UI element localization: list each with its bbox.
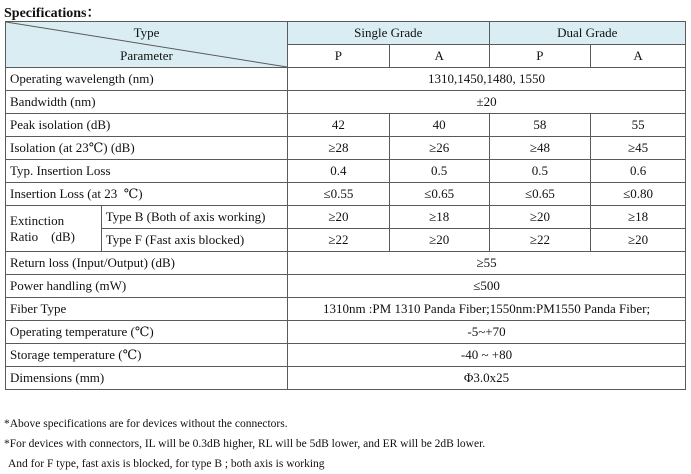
- cell-value: 42: [288, 114, 390, 137]
- row-label: Typ. Insertion Loss: [6, 160, 288, 183]
- type-parameter-header: [6, 22, 288, 68]
- cell-value: 0.4: [288, 160, 390, 183]
- cell-value: 40: [389, 114, 489, 137]
- header-row: [6, 22, 686, 45]
- cell-value: ≥20: [288, 206, 390, 229]
- cell-value: ≤0.65: [389, 183, 489, 206]
- table-row: [6, 275, 686, 298]
- table-row: [6, 91, 686, 114]
- row-label: Dimensions (mm): [6, 367, 288, 390]
- table-row: [6, 68, 686, 91]
- extinction-label-line1: Extinction: [10, 212, 65, 228]
- cell-value: ≥26: [389, 137, 489, 160]
- table-row: [6, 183, 686, 206]
- cell-value: 0.5: [489, 160, 591, 183]
- table-row: [6, 137, 686, 160]
- table-row: [6, 321, 686, 344]
- cell-value: ≤0.65: [489, 183, 591, 206]
- parameter-label: Parameter: [120, 48, 173, 63]
- footnotes: [4, 414, 485, 474]
- row-value: Φ3.0x25: [288, 367, 686, 390]
- row-label: Power handling (mW): [6, 275, 288, 298]
- row-label: Operating wavelength (nm): [6, 68, 288, 91]
- cell-value: 58: [489, 114, 591, 137]
- cell-value: ≥18: [389, 206, 489, 229]
- cell-value: ≤0.80: [591, 183, 686, 206]
- cell-value: ≥48: [489, 137, 591, 160]
- row-value: ≤500: [288, 275, 686, 298]
- subheader-single-p: P: [288, 45, 390, 68]
- subheader-dual-a: A: [591, 45, 686, 68]
- cell-value: 0.5: [389, 160, 489, 183]
- cell-value: ≥18: [591, 206, 686, 229]
- type-b-label: Type B (Both of axis working): [101, 206, 287, 229]
- footnote: *For devices with connectors, IL will be 0.3dB higher, RL will be 5dB lower, and ER will be 2dB lower.: [4, 438, 486, 450]
- cell-value: ≥22: [288, 229, 390, 252]
- dual-grade-header: Dual Grade: [489, 22, 685, 45]
- specifications-table: [5, 21, 686, 390]
- cell-value: ≥20: [489, 206, 591, 229]
- table-row: [6, 344, 686, 367]
- cell-value: ≥20: [389, 229, 489, 252]
- subheader-single-a: A: [389, 45, 489, 68]
- cell-value: 0.6: [591, 160, 686, 183]
- row-label: Isolation (at 23℃) (dB): [6, 137, 288, 160]
- single-grade-header: Single Grade: [288, 22, 489, 45]
- row-value: -5~+70: [288, 321, 686, 344]
- row-label: Bandwidth (nm): [6, 91, 288, 114]
- cell-value: ≥45: [591, 137, 686, 160]
- type-label: Type: [133, 25, 160, 40]
- type-f-label: Type F (Fast axis blocked): [101, 229, 287, 252]
- row-label: Peak isolation (dB): [6, 114, 288, 137]
- table-row: [6, 114, 686, 137]
- table-row: [6, 160, 686, 183]
- row-label: Fiber Type: [6, 298, 288, 321]
- extinction-label-line2: Ratio (dB): [10, 228, 75, 244]
- row-value: -40 ~ +80: [288, 344, 686, 367]
- table-row: [6, 252, 686, 275]
- footnote: *Above specifications are for devices without the connectors.: [4, 418, 288, 430]
- cell-value: ≥28: [288, 137, 390, 160]
- cell-value: 55: [591, 114, 686, 137]
- row-value: 1310,1450,1480, 1550: [288, 68, 686, 91]
- cell-value: ≥20: [591, 229, 686, 252]
- table-row: [6, 298, 686, 321]
- table-row: [6, 229, 686, 252]
- table-row: [6, 367, 686, 390]
- footnote: And for F type, fast axis is blocked, for type B ; both axis is working: [8, 458, 325, 470]
- cell-value: ≥22: [489, 229, 591, 252]
- table-row: [6, 206, 686, 229]
- row-label: Storage temperature (℃): [6, 344, 288, 367]
- row-value: 1310nm :PM 1310 Panda Fiber;1550nm:PM1550 Panda Fiber;: [288, 298, 686, 321]
- row-value: ±20: [288, 91, 686, 114]
- row-value: ≥55: [288, 252, 686, 275]
- row-label: Insertion Loss (at 23 ℃): [6, 183, 288, 206]
- cell-value: ≤0.55: [288, 183, 390, 206]
- row-label: Operating temperature (℃): [6, 321, 288, 344]
- section-heading: Specifications：: [4, 6, 101, 21]
- subheader-dual-p: P: [489, 45, 591, 68]
- extinction-ratio-label: [6, 206, 102, 252]
- row-label: Return loss (Input/Output) (dB): [6, 252, 288, 275]
